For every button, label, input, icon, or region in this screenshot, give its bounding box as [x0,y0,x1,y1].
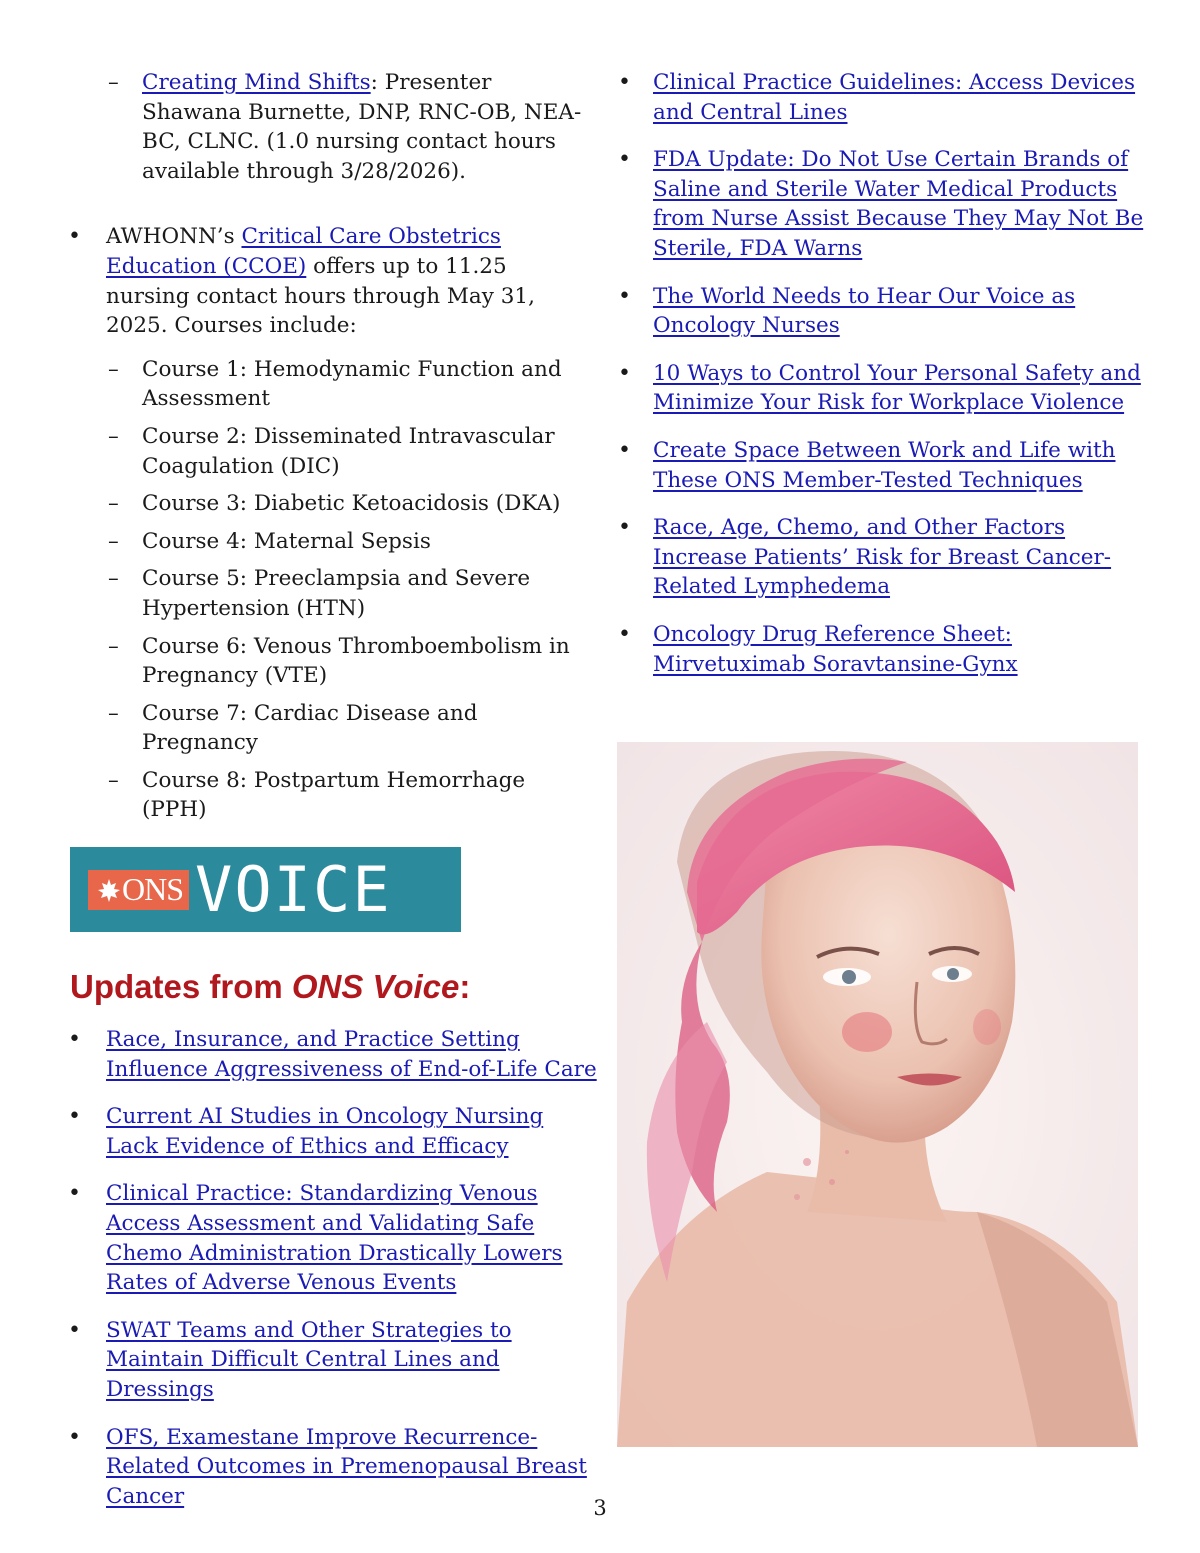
dash-marker: – [108,423,119,449]
voice-list-item [62,1316,597,1405]
right-list-item [612,145,1152,263]
right-list-item [612,513,1152,602]
course-label: Course 6: Venous Thromboembolism in Pregnancy (VTE) [142,633,570,689]
course-label: Course 4: Maternal Sepsis [142,528,431,554]
right-list-item [612,282,1152,341]
article-link[interactable]: Race, Insurance, and Practice Setting Influence Aggressiveness of End-of-Life Care [106,1027,597,1082]
ons-logo-text: ONS [122,871,184,907]
article-link[interactable]: FDA Update: Do Not Use Certain Brands of Saline and Sterile Water Medical Products from Nurse Assist Because They May Not Be Sterile, FDA Warns [653,147,1144,261]
bullet-marker: • [68,1104,81,1130]
right-list-item [612,359,1152,418]
bullet-marker: • [618,515,631,541]
article-link[interactable]: Clinical Practice: Standardizing Venous Access Assessment and Validating Safe Chemo Administration Drastically Lowers Rates of Adverse Venous Events [106,1181,563,1296]
watercolor-woman-illustration [617,742,1138,1447]
ons-voice-link-list [62,1025,597,1529]
heading-suffix: : [459,968,471,1005]
course-label: Course 7: Cardiac Disease and Pregnancy [142,700,478,756]
course-item [62,489,592,519]
course-item [62,355,592,414]
bullet-marker: • [68,1027,81,1052]
course-list [62,355,592,825]
article-link[interactable]: Clinical Practice Guidelines: Access Devices and Central Lines [653,70,1136,125]
course-item [62,527,592,557]
right-column-link-list [612,68,1152,697]
page-number: 3 [593,1496,607,1520]
heading-italic: ONS Voice [291,968,460,1005]
awhonn-item [62,222,592,340]
creating-mind-shifts-link[interactable]: Creating Mind Shifts [142,70,371,95]
dash-marker: – [108,767,119,793]
course-item [62,766,592,825]
creating-mind-shifts-item [62,68,592,186]
course-label: Course 5: Preeclampsia and Severe Hypertension (HTN) [142,566,531,621]
article-link[interactable]: Create Space Between Work and Life with These ONS Member-Tested Techniques [653,437,1116,493]
bullet-marker: • [618,360,631,386]
article-link[interactable]: Oncology Drug Reference Sheet: Mirvetuximab Soravtansine-Gynx [653,621,1018,677]
course-item [62,564,592,623]
article-link[interactable]: SWAT Teams and Other Strategies to Maintain Difficult Central Lines and Dressings [106,1317,512,1402]
course-label: Course 3: Diabetic Ketoacidosis (DKA) [142,491,561,517]
bullet-marker: • [618,437,631,463]
voice-list-item [62,1102,597,1161]
course-item [62,632,592,691]
bullet-marker: • [68,1424,81,1450]
bullet-marker: • [68,1181,81,1207]
dash-marker: – [108,700,119,726]
article-link[interactable]: Current AI Studies in Oncology Nursing Lack Evidence of Ethics and Efficacy [106,1104,544,1159]
dash-marker: – [108,528,119,554]
article-link[interactable]: 10 Ways to Control Your Personal Safety and Minimize Your Risk for Workplace Violence [653,360,1141,416]
course-label: Course 8: Postpartum Hemorrhage (PPH) [142,767,526,823]
left-column [62,68,592,833]
bullet-marker: • [618,70,631,95]
right-list-item [612,620,1152,679]
bullet-marker: • [618,283,631,309]
awhonn-suffix: offers up to 11.25 nursing contact hours through May 31, 2025. Courses include: [106,253,535,339]
dash-marker: – [108,356,119,382]
creating-mind-shifts-text: : Presenter Shawana Burnette, DNP, RNC-OB, NEA-BC, CLNC. (1.0 nursing contact hours available through 3/28/2026). [142,70,582,184]
awhonn-prefix: AWHONN’s [106,224,242,250]
course-label: Course 2: Disseminated Intravascular Coagulation (DIC) [142,423,555,479]
voice-list-item [62,1179,597,1297]
dash-marker: – [108,70,119,95]
right-list-item [612,68,1152,127]
article-link[interactable]: OFS, Examestane Improve Recurrence-Related Outcomes in Premenopausal Breast Cancer [106,1424,587,1509]
course-item [62,422,592,481]
article-link[interactable]: Race, Age, Chemo, and Other Factors Increase Patients’ Risk for Breast Cancer-Related Lymphedema [653,515,1112,600]
voice-logo-text: VOICE [195,853,392,926]
course-label: Course 1: Hemodynamic Function and Assessment [142,356,562,412]
bullet-marker: • [68,224,81,250]
ons-voice-logo [70,847,461,932]
maple-leaf-icon [96,877,122,903]
voice-list-item [62,1025,597,1084]
article-link[interactable]: The World Needs to Hear Our Voice as Oncology Nurses [653,283,1076,339]
right-list-item [612,436,1152,495]
ons-logo-box [88,870,189,910]
dash-marker: – [108,566,119,592]
dash-marker: – [108,633,119,659]
dash-marker: – [108,491,119,517]
bullet-marker: • [618,621,631,647]
bullet-marker: • [68,1317,81,1343]
bullet-marker: • [618,147,631,173]
course-item [62,699,592,758]
heading-prefix: Updates from [70,968,292,1005]
ccoe-link[interactable]: Critical Care Obstetrics Education (CCOE) [106,224,501,279]
updates-heading [70,968,470,1006]
